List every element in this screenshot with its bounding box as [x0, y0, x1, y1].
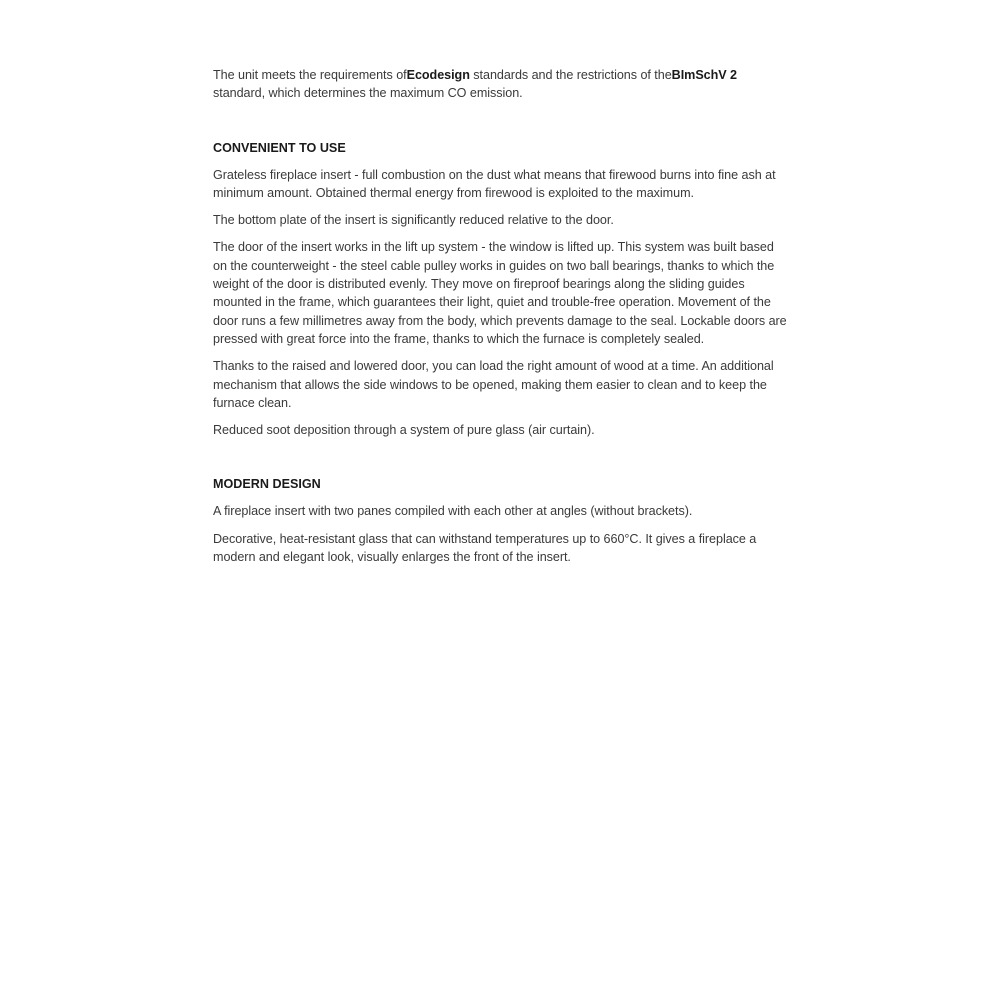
- intro-text-3: standard, which determines the maximum CO emission.: [213, 86, 523, 101]
- document-page: [213, 66, 788, 575]
- section-heading: CONVENIENT TO USE: [213, 140, 346, 155]
- section-paragraph: A fireplace insert with two panes compiled with each other at angles (without brackets).: [213, 504, 693, 519]
- section-heading: MODERN DESIGN: [213, 477, 321, 492]
- section-modern-design: [213, 475, 788, 566]
- intro-bold-ecodesign: Ecodesign: [406, 68, 470, 82]
- intro-text-1: The unit meets the requirements of: [213, 68, 407, 82]
- section-paragraph: Decorative, heat-resistant glass that can withstand temperatures up to 660°C. It gives a fireplace a modern and elegant look, visually enlarges the front of the insert.: [213, 531, 757, 565]
- section-paragraph: Reduced soot deposition through a system of pure glass (air curtain).: [213, 423, 595, 438]
- section-paragraph: Grateless fireplace insert - full combustion on the dust what means that firewood burns into fine ash at minimum amount. Obtained thermal energy from firewood is exploited to the maximum.: [213, 167, 776, 200]
- section-paragraph: The door of the insert works in the lift up system - the window is lifted up. This system was built based on the counterweight - the steel cable pulley works in guides on two ball bearings, thanks to which the weight of the door is distributed evenly. They move on fireproof bearings along the sliding guides mounted in the frame, which guarantees their light, quiet and trouble-free operation. Movement of the door runs a few millimetres away from the body, which prevents damage to the seal. Lockable doors are pressed with great force into the frame, thanks to which the furnace is completely sealed.: [213, 240, 787, 346]
- intro-bold-bimschv: BImSchV 2: [671, 68, 738, 82]
- section-paragraph: Thanks to the raised and lowered door, you can load the right amount of wood at a time. An additional mechanism that allows the side windows to be opened, making them easier to clean and to keep the furnace clean.: [213, 359, 774, 410]
- section-paragraph: The bottom plate of the insert is significantly reduced relative to the door.: [213, 213, 614, 228]
- intro-text-2: standards and the restrictions of the: [469, 68, 672, 82]
- intro-paragraph: [213, 66, 788, 103]
- section-convenient-to-use: [213, 139, 788, 440]
